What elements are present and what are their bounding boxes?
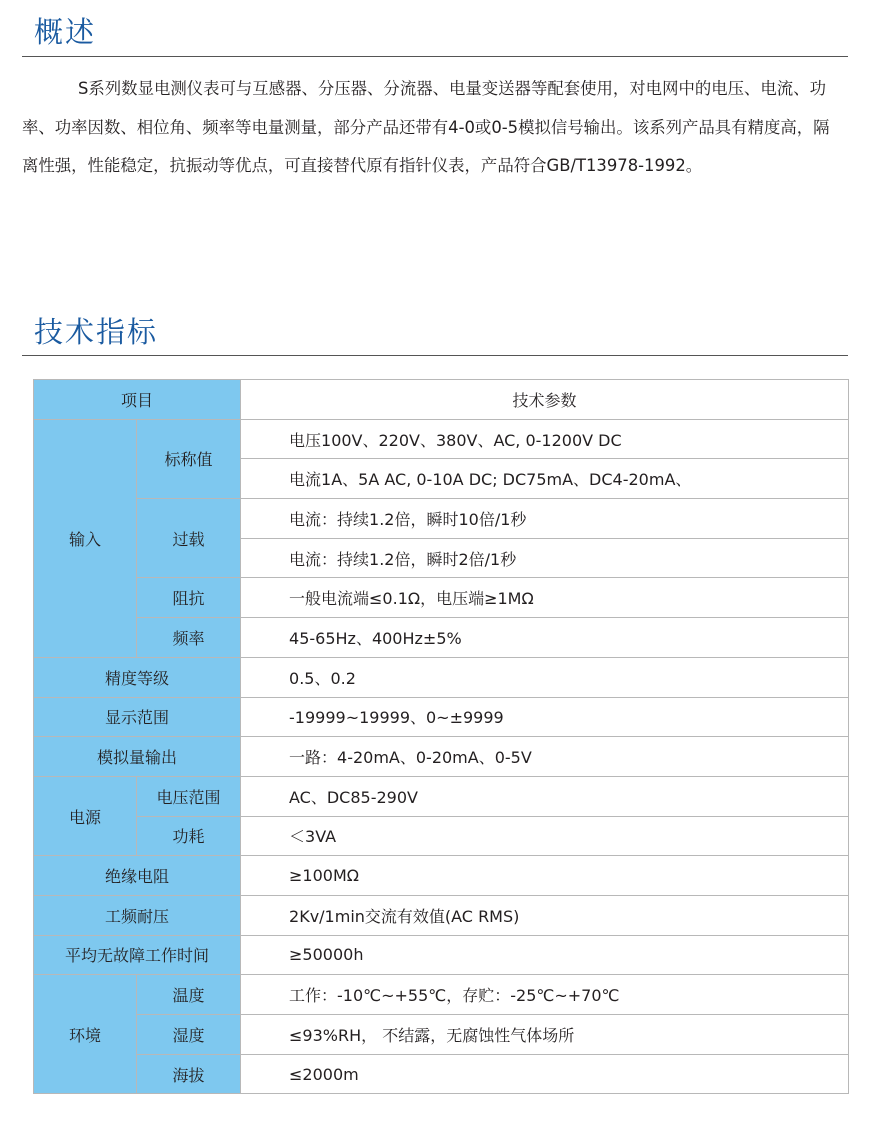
spec-table — [33, 379, 849, 1094]
table-row — [34, 1015, 849, 1055]
table-row — [34, 578, 849, 618]
insulation-label: 绝缘电阻 — [34, 856, 241, 896]
table-row — [34, 419, 849, 459]
input-label: 输入 — [34, 419, 137, 657]
nominal-voltage-value: 电压100V、220V、380V、AC, 0-1200V DC — [241, 419, 849, 459]
table-row — [34, 1054, 849, 1094]
power-consumption-label: 功耗 — [137, 816, 241, 856]
accuracy-value: 0.5、0.2 — [241, 657, 849, 697]
power-range-label: 电压范围 — [137, 776, 241, 816]
table-row — [34, 618, 849, 658]
mtbf-label: 平均无故障工作时间 — [34, 935, 241, 975]
specs-divider — [22, 355, 848, 356]
overload-value-1: 电流：持续1.2倍，瞬时10倍/1秒 — [241, 499, 849, 539]
table-row — [34, 935, 849, 975]
header-item: 项目 — [34, 380, 241, 420]
frequency-label: 频率 — [137, 618, 241, 658]
power-label: 电源 — [34, 776, 137, 855]
table-row — [34, 499, 849, 539]
mtbf-value: ≥50000h — [241, 935, 849, 975]
nominal-current-value: 电流1A、5A AC, 0-10A DC; DC75mA、DC4-20mA、 — [241, 459, 849, 499]
altitude-value: ≤2000m — [241, 1054, 849, 1094]
specs-title: 技术指标 — [34, 315, 159, 349]
impedance-label: 阻抗 — [137, 578, 241, 618]
temperature-value: 工作：-10℃~+55℃，存贮：-25℃~+70℃ — [241, 975, 849, 1015]
overload-label: 过载 — [137, 499, 241, 578]
table-row — [34, 737, 849, 777]
frequency-value: 45-65Hz、400Hz±5% — [241, 618, 849, 658]
analog-label: 模拟量输出 — [34, 737, 241, 777]
power-range-value: AC、DC85-290V — [241, 776, 849, 816]
insulation-value: ≥100MΩ — [241, 856, 849, 896]
display-value: -19999~19999、0~±9999 — [241, 697, 849, 737]
table-row — [34, 816, 849, 856]
analog-value: 一路：4-20mA、0-20mA、0-5V — [241, 737, 849, 777]
display-label: 显示范围 — [34, 697, 241, 737]
table-row — [34, 975, 849, 1015]
header-param: 技术参数 — [241, 380, 849, 420]
overview-divider — [22, 56, 848, 57]
environment-label: 环境 — [34, 975, 137, 1094]
temperature-label: 温度 — [137, 975, 241, 1015]
overload-value-2: 电流：持续1.2倍，瞬时2倍/1秒 — [241, 538, 849, 578]
power-consumption-value: ＜3VA — [241, 816, 849, 856]
nominal-label: 标称值 — [137, 419, 241, 498]
table-row — [34, 776, 849, 816]
withstand-value: 2Kv/1min交流有效值(AC RMS) — [241, 895, 849, 935]
altitude-label: 海拔 — [137, 1054, 241, 1094]
table-header-row — [34, 380, 849, 420]
overview-text: S系列数显电测仪表可与互感器、分压器、分流器、电量变送器等配套使用，对电网中的电压、电流、功率、功率因数、相位角、频率等电量测量，部分产品还带有4-0或0-5模拟信号输出。该系列产品具有精度高，隔离性强，性能稳定，抗振动等优点，可直接替代原有指针仪表，产品符合GB/T13978-1992。 — [22, 79, 830, 175]
impedance-value: 一般电流端≤0.1Ω，电压端≥1MΩ — [241, 578, 849, 618]
table-row — [34, 856, 849, 896]
humidity-value: ≤93%RH， 不结露，无腐蚀性气体场所 — [241, 1015, 849, 1055]
humidity-label: 湿度 — [137, 1015, 241, 1055]
table-row — [34, 697, 849, 737]
accuracy-label: 精度等级 — [34, 657, 241, 697]
table-row — [34, 895, 849, 935]
withstand-label: 工频耐压 — [34, 895, 241, 935]
overview-title: 概述 — [34, 15, 97, 49]
overview-paragraph — [22, 70, 842, 186]
table-row — [34, 657, 849, 697]
